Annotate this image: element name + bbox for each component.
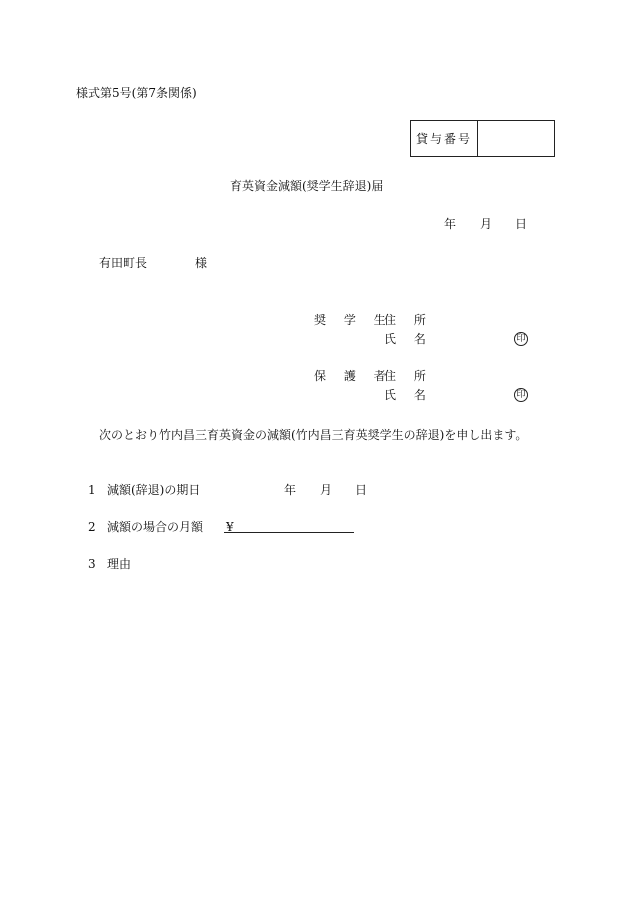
date-month-label: 月 — [480, 217, 493, 231]
item-2-label: 減額の場合の月額 — [107, 520, 204, 534]
student-address-label: 住 所 — [384, 313, 433, 327]
student-seal-icon: 印 — [514, 332, 528, 346]
item-2-currency-symbol: ¥ — [226, 520, 234, 534]
student-name-label: 氏 名 — [384, 332, 433, 346]
item-1-label: 減額(辞退)の期日 — [107, 483, 201, 497]
guardian-address-label: 住 所 — [384, 369, 433, 383]
date-day-label: 日 — [515, 217, 528, 231]
loan-number-label: 貸与番号 — [411, 121, 478, 156]
item-3-label: 理由 — [107, 557, 132, 571]
addressee-honorific: 様 — [195, 256, 208, 270]
addressee-name: 有田町長 — [99, 256, 148, 270]
document-title: 育英資金減額(奨学生辞退)届 — [230, 179, 384, 193]
body-text: 次のとおり竹内昌三育英資金の減額(竹内昌三育英奨学生の辞退)を申し出ます。 — [99, 428, 528, 442]
guardian-name-label: 氏 名 — [384, 388, 433, 402]
item-1-month-label: 月 — [320, 483, 333, 497]
date-year-label: 年 — [444, 217, 457, 231]
guardian-seal-icon: 印 — [514, 388, 528, 402]
item-3-number: 3 — [88, 557, 96, 571]
loan-number-value[interactable] — [478, 121, 554, 156]
monthly-amount-underline[interactable] — [224, 532, 354, 533]
loan-number-box — [410, 120, 555, 157]
item-1-number: 1 — [88, 483, 96, 497]
guardian-role-label: 保 護 者 — [314, 369, 393, 383]
student-role-label: 奨 学 生 — [314, 313, 393, 327]
form-number: 様式第5号(第7条関係) — [76, 86, 197, 100]
item-1-day-label: 日 — [355, 483, 368, 497]
item-2-number: 2 — [88, 520, 96, 534]
item-1-year-label: 年 — [284, 483, 297, 497]
